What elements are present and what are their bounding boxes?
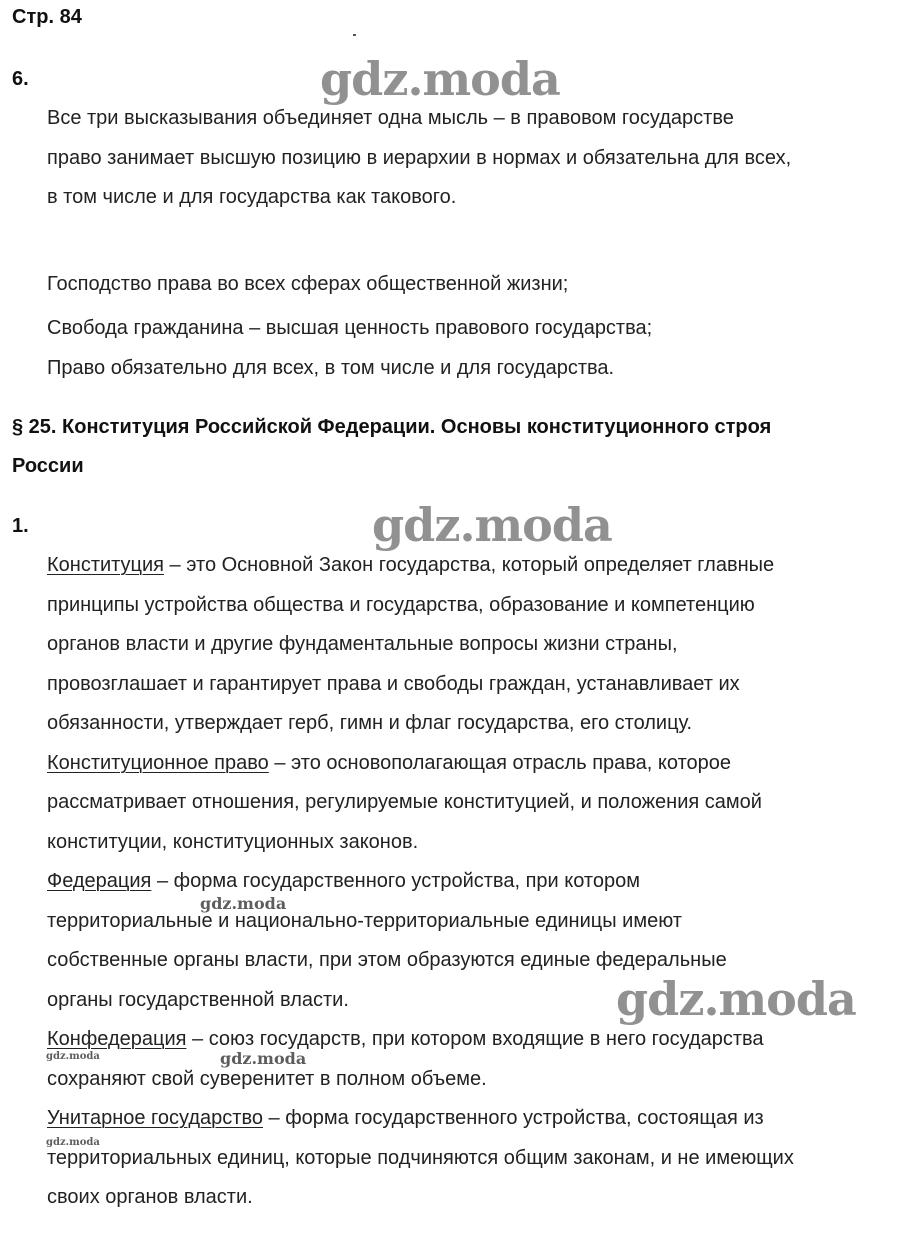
definition-line: принципы устройства общества и государства, образование и компетенцию [47,594,755,616]
section-heading: § 25. Конституция Российской Федерации. Основы конституционного строя [12,416,772,438]
term-unitary-state: Унитарное государство [47,1107,263,1129]
task-number: 1. [12,515,29,537]
watermark-logo: gdz.moda [46,1137,100,1148]
list-item: Право обязательно для всех, в том числе и для государства. [47,357,615,379]
definition-line [47,1106,764,1130]
page-number: Стр. 84 [12,6,82,28]
term-federation: Федерация [47,870,152,892]
definition-line: конституции, конституционных законов. [47,831,419,853]
definition-line: территориальных единиц, которые подчиняются общим законам, и не имеющих [47,1147,794,1169]
definition-line [47,553,774,577]
watermark-logo: gdz.moda [320,52,560,106]
section-heading: России [12,455,84,477]
definition-line: органов власти и другие фундаментальные вопросы жизни страны, [47,633,678,655]
definition-line [47,1027,764,1051]
list-item: Господство права во всех сферах общественной жизни; [47,273,569,295]
definition-text: – форма государственного устройства, при котором [151,870,640,892]
watermark-logo: gdz.moda [200,894,287,913]
definition-line: провозглашает и гарантирует права и свободы граждан, устанавливает их [47,673,740,695]
term-constitution: Конституция [47,554,164,576]
paragraph-line: Все три высказывания объединяет одна мысль – в правовом государстве [47,107,734,129]
definition-line [47,751,731,775]
paragraph-line: в том числе и для государства как такового. [47,186,457,208]
definition-line: органы государственной власти. [47,989,349,1011]
watermark-logo: gdz.moda [616,972,856,1026]
watermark-logo: gdz.moda [220,1049,307,1068]
term-confederation: Конфедерация [47,1028,187,1050]
watermark-logo: gdz.moda [46,1051,100,1062]
definition-text: – форма государственного устройства, состоящая из [262,1107,764,1129]
stray-mark [353,34,356,36]
definition-line: рассматривает отношения, регулируемые конституцией, и положения самой [47,791,762,813]
definition-text: – это основополагающая отрасль права, которое [268,752,731,774]
term-constitutional-law: Конституционное право [47,752,269,774]
definition-text: – союз государств, при котором входящие в него государства [186,1028,764,1050]
task-number: 6. [12,68,29,90]
paragraph-line: право занимает высшую позицию в иерархии в нормах и обязательна для всех, [47,147,792,169]
definition-line: обязанности, утверждает герб, гимн и флаг государства, его столицу. [47,712,693,734]
definition-line [47,869,640,893]
definition-text: – это Основной Закон государства, который определяет главные [164,554,775,576]
definition-line: собственные органы власти, при этом образуются единые федеральные [47,949,727,971]
definition-line: территориальные и национально-территориальные единицы имеют [47,910,682,932]
definition-line: сохраняют свой суверенитет в полном объеме. [47,1068,487,1090]
list-item: Свобода гражданина – высшая ценность правового государства; [47,317,653,339]
definition-line: своих органов власти. [47,1186,253,1208]
watermark-logo: gdz.moda [372,498,612,552]
